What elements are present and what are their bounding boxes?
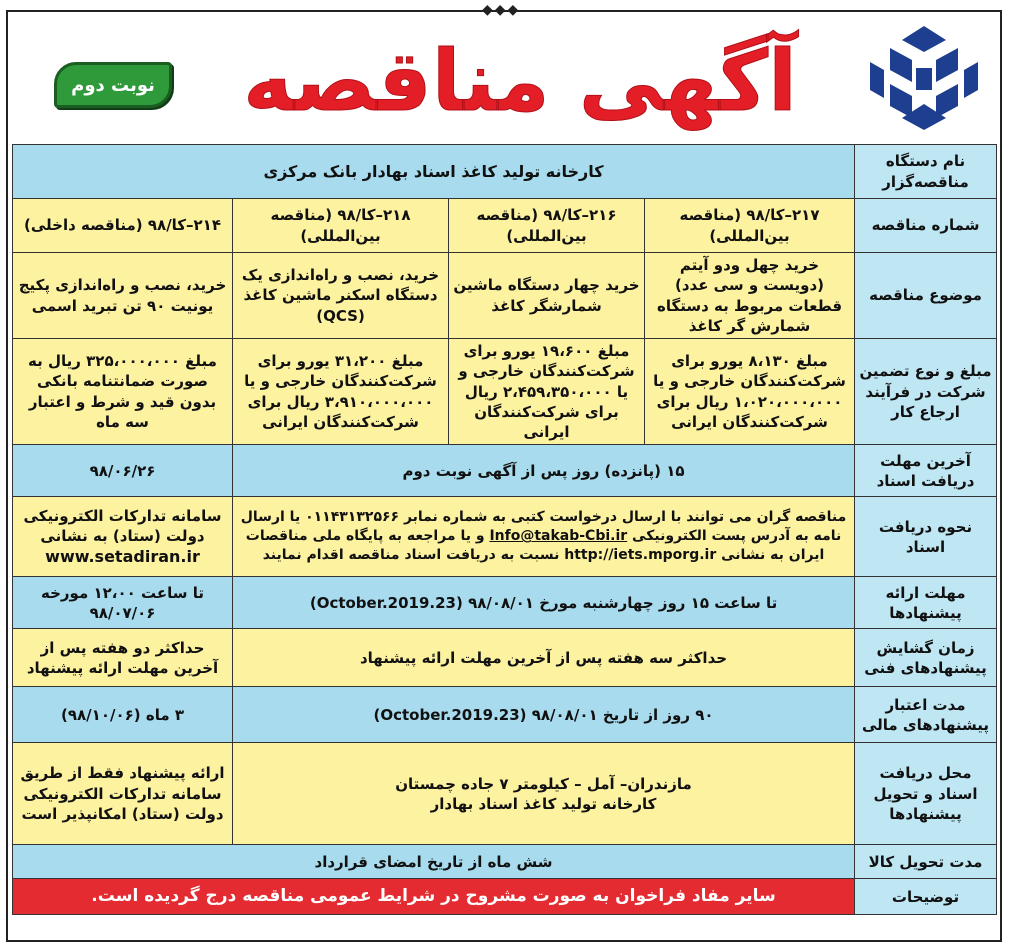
label-offer-deadline: مهلت ارائه پیشنهادها (855, 577, 997, 629)
row-validity (13, 687, 997, 743)
doc-method-line-3a: ایران به نشانی (721, 547, 825, 564)
doc-method-line-2 (237, 527, 850, 546)
row-offer-deadline (13, 577, 997, 629)
doc-method-line-3b: نسبت به دریافت اسناد مناقصه اقدام نمایند (262, 547, 560, 564)
label-tender-number: شماره مناقصه (855, 199, 997, 253)
doc-method-side-1: سامانه تدارکات الکترونیکی (23, 506, 222, 525)
setad-link[interactable]: www.setadiran.ir (45, 547, 200, 567)
subject-217: خرید چهل ودو آیتم (دویست و سی عدد) قطعات مربوط به دستگاه شمارش گر کاغذ (645, 253, 855, 339)
label-opening: زمان گشایش پیشنهادهای فنی (855, 629, 997, 687)
guarantee-218: مبلغ ۳۱،۲۰۰ یورو برای شرکت‌کنندگان خارجی و یا ۳،۹۱۰،۰۰۰،۰۰۰ ریال برای شرکت‌کنندگان ایرانی (233, 339, 449, 445)
label-organizer: نام دستگاه مناقصه‌گزار (855, 145, 997, 199)
email-link[interactable]: Info@takab-Cbi.ir (489, 528, 628, 545)
row-guarantee (13, 339, 997, 445)
row-tender-number (13, 199, 997, 253)
label-location: محل دریافت اسناد و تحویل پیشنهادها (855, 743, 997, 845)
tender-number-217: ۲۱۷–کا/۹۸ (مناقصه بین‌المللی) (645, 199, 855, 253)
iets-link[interactable]: http://iets.mporg.ir (564, 547, 717, 564)
top-ornament: ◆◆◆ (482, 2, 521, 18)
location-line-2: کارخانه تولید کاغذ اسناد بهادار (430, 794, 657, 813)
tender-number-216: ۲۱۶–کا/۹۸ (مناقصه بین‌المللی) (449, 199, 645, 253)
offer-deadline-side: تا ساعت ۱۲،۰۰ مورخه ۹۸/۰۷/۰۶ (13, 577, 233, 629)
doc-deadline-side: ۹۸/۰۶/۲۶ (13, 445, 233, 497)
subject-218: خرید، نصب و راه‌اندازی یک دستگاه اسکنر ماشین کاغذ (QCS) (233, 253, 449, 339)
row-location (13, 743, 997, 845)
label-subject: موضوع مناقصه (855, 253, 997, 339)
delivery-value: شش ماه از تاریخ امضای قرارداد (13, 845, 855, 879)
location-side: ارائه پیشنهاد فقط از طریق سامانه تدارکات الکترونیکی دولت (ستاد) امکانپذیر است (13, 743, 233, 845)
tender-number-218: ۲۱۸–کا/۹۸ (مناقصه بین‌المللی) (233, 199, 449, 253)
label-doc-method: نحوه دریافت اسناد (855, 497, 997, 577)
label-validity: مدت اعتبار پیشنهادهای مالی (855, 687, 997, 743)
guarantee-214: مبلغ ۳۲۵،۰۰۰،۰۰۰ ریال به صورت ضمانتنامه بانکی بدون قید و شرط و اعتبار سه ماه (13, 339, 233, 445)
doc-deadline-main: ۱۵ (پانزده) روز پس از آگهی نوبت دوم (233, 445, 855, 497)
opening-main: حداکثر سه هفته پس از آخرین مهلت ارائه پیشنهاد (233, 629, 855, 687)
doc-method-main (233, 497, 855, 577)
tender-number-214: ۲۱۴–کا/۹۸ (مناقصه داخلی) (13, 199, 233, 253)
doc-method-side (13, 497, 233, 577)
opening-side: حداکثر دو هفته پس از آخرین مهلت ارائه پیشنهاد (13, 629, 233, 687)
subject-214: خرید، نصب و راه‌اندازی پکیج یونیت ۹۰ تن تبرید اسمی (13, 253, 233, 339)
row-notes (13, 879, 997, 915)
guarantee-216: مبلغ ۱۹،۶۰۰ یورو برای شرکت‌کنندگان خارجی و یا ۲،۴۵۹،۳۵۰،۰۰۰ ریال برای شرکت‌کنندگان ایرانی (449, 339, 645, 445)
second-round-badge: نوبت دوم (54, 62, 172, 108)
label-delivery: مدت تحویل کالا (855, 845, 997, 879)
doc-method-line-2b: و یا مراجعه به پایگاه ملی مناقصات (245, 528, 485, 545)
location-main (233, 743, 855, 845)
doc-method-side-2: دولت (ستاد) به نشانی (40, 526, 205, 545)
value-organizer: کارخانه تولید کاغذ اسناد بهادار بانک مرکزی (13, 145, 855, 199)
row-organizer (13, 145, 997, 199)
validity-main: ۹۰ روز از تاریخ ۹۸/۰۸/۰۱ (23.October.2019) (233, 687, 855, 743)
label-doc-deadline: آخرین مهلت دریافت اسناد (855, 445, 997, 497)
doc-method-line-1: مناقصه گران می توانند با ارسال درخواست کتبی به شماره نمابر ۰۱۱۴۳۱۳۲۵۶۶ یا ارسال (240, 509, 847, 526)
doc-method-line-2a: نامه به آدرس پست الکترونیکی (632, 528, 842, 545)
bank-logo-icon (860, 22, 988, 134)
notice-title: آگهی مناقصه (243, 32, 797, 130)
subject-216: خرید چهار دستگاه ماشین شمارشگر کاغذ (449, 253, 645, 339)
tender-table (12, 144, 997, 915)
label-guarantee: مبلغ و نوع تضمین شرکت در فرآیند ارجاع کار (855, 339, 997, 445)
row-delivery (13, 845, 997, 879)
row-doc-deadline (13, 445, 997, 497)
guarantee-217: مبلغ ۸،۱۳۰ یورو برای شرکت‌کنندگان خارجی و یا ۱،۰۲۰،۰۰۰،۰۰۰ ریال برای شرکت‌کنندگان ایرانی (645, 339, 855, 445)
offer-deadline-main: تا ساعت ۱۵ روز چهارشنبه مورخ ۹۸/۰۸/۰۱ (23.October.2019) (233, 577, 855, 629)
row-subject (13, 253, 997, 339)
row-doc-method (13, 497, 997, 577)
label-notes: توضیحات (855, 879, 997, 915)
notes-value: سایر مفاد فراخوان به صورت مشروح در شرایط عمومی مناقصه درج گردیده است. (13, 879, 855, 915)
doc-method-line-3 (237, 546, 850, 565)
location-line-1: مازندران– آمل – کیلومتر ۷ جاده چمستان (395, 774, 692, 793)
row-opening (13, 629, 997, 687)
validity-side: ۳ ماه (۹۸/۱۰/۰۶) (13, 687, 233, 743)
